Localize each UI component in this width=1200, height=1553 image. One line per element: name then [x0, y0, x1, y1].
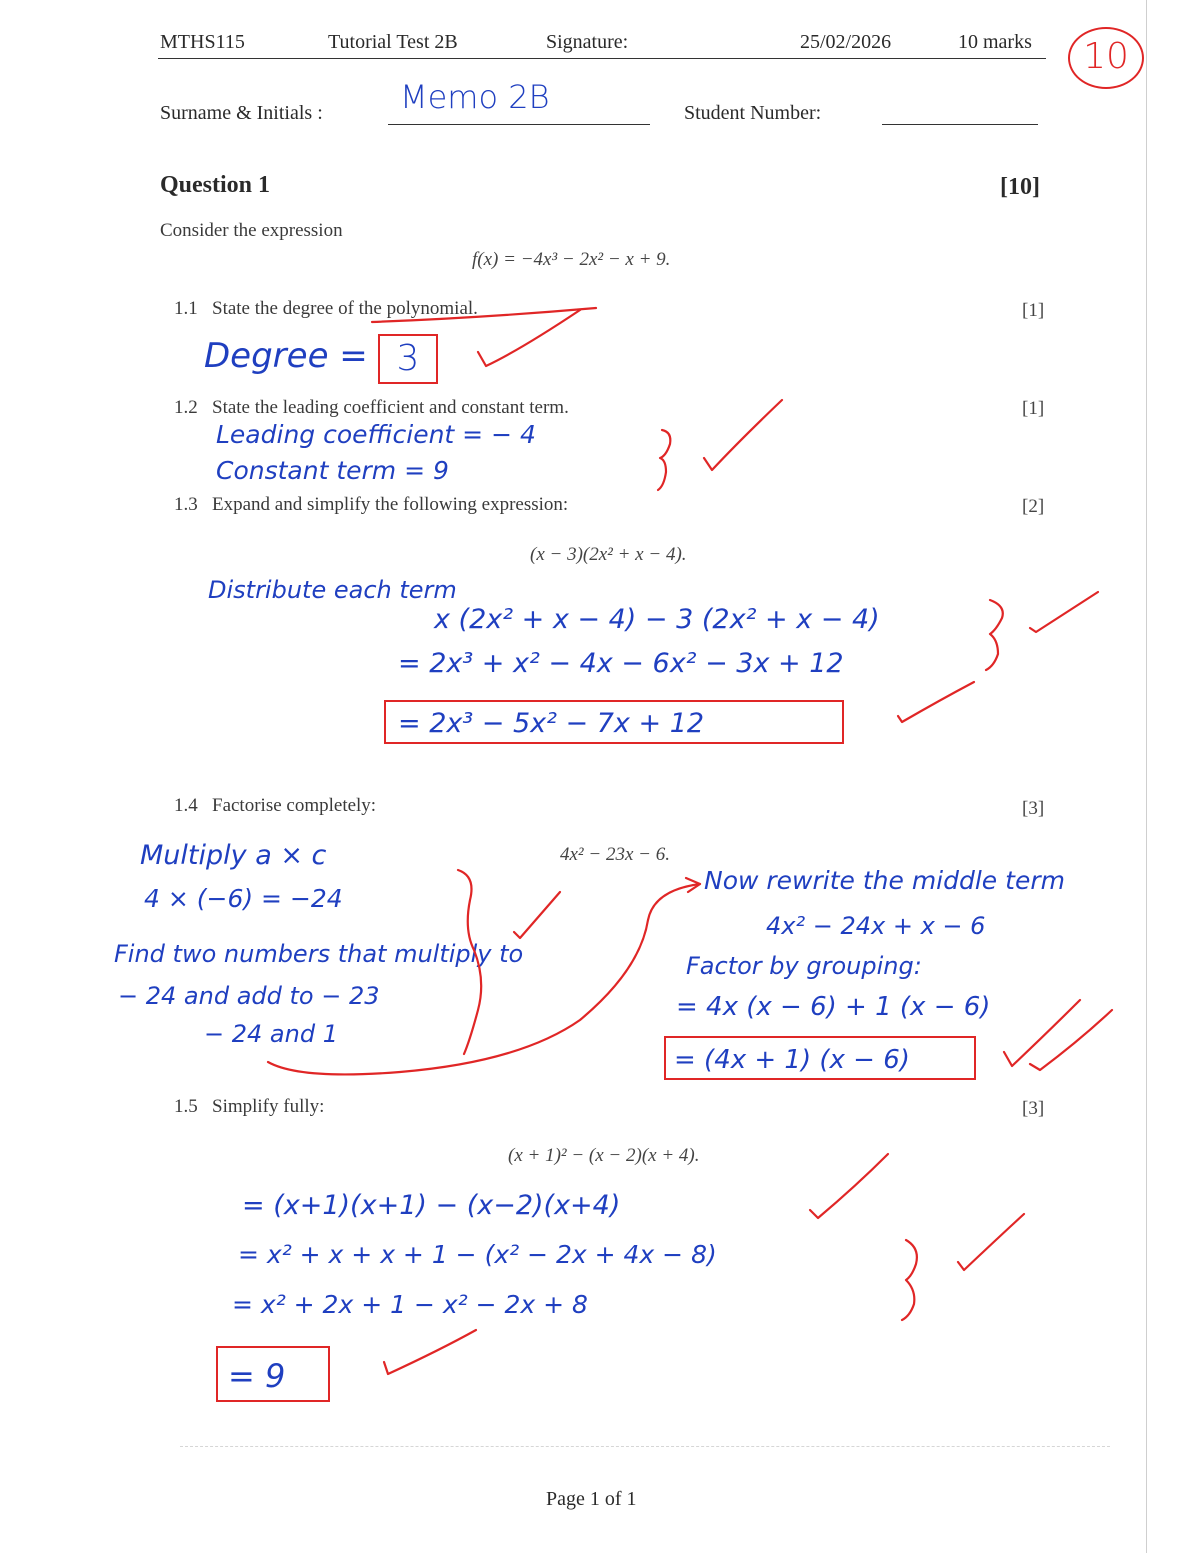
test-name: Tutorial Test 2B: [328, 31, 458, 53]
part-1-4-right-line-3: Factor by grouping:: [686, 952, 922, 980]
part-1-5-answer-final: = 9: [216, 1346, 330, 1402]
part-1-3-answer-line-1: Distribute each term: [208, 576, 457, 604]
part-1-1-number: 1.1: [174, 298, 198, 319]
signature-label: Signature:: [546, 31, 629, 53]
check-icon-1-5a: [810, 1154, 888, 1218]
part-1-4-left-line-2: 4 × (−6) = −24: [144, 884, 343, 913]
part-1-4-expression: 4x² − 23x − 6.: [560, 844, 670, 865]
part-1-4-right-line-2: 4x² − 24x + x − 6: [766, 912, 986, 940]
part-1-4-answer-final: = (4x + 1) (x − 6): [664, 1036, 976, 1080]
course-code: MTHS115: [160, 31, 245, 53]
check-icon-1-1: [478, 310, 580, 366]
part-1-5-expression: (x + 1)² − (x − 2)(x + 4).: [508, 1145, 700, 1166]
score-circle: 10: [1068, 27, 1144, 89]
student-number-label: Student Number:: [684, 102, 822, 124]
part-1-1-marks: [1]: [1022, 300, 1045, 321]
part-1-4-left-line-4: − 24 and add to − 23: [118, 982, 380, 1010]
check-icon-1-3a: [1030, 592, 1098, 632]
arrow-connector: [268, 884, 700, 1074]
part-1-5-marks: [3]: [1022, 1098, 1045, 1119]
part-1-5-answer-line-3: = x² + 2x + 1 − x² − 2x + 8: [232, 1290, 588, 1319]
part-1-2-prompt: State the leading coefficient and constant term.: [212, 397, 569, 418]
part-1-4-right-line-1: Now rewrite the middle term: [704, 866, 1065, 895]
part-1-4-number: 1.4: [174, 795, 198, 816]
total-marks: 10 marks: [958, 31, 1032, 53]
part-1-1-answer-label: Degree =: [204, 336, 368, 376]
part-1-3-answer-line-2: x (2x² + x − 4) − 3 (2x² + x − 4): [434, 604, 880, 635]
part-1-5-answer-line-1: = (x+1)(x+1) − (x−2)(x+4): [242, 1190, 621, 1221]
surname-value: Memo 2B: [400, 78, 550, 116]
part-1-1-answer-value: 3: [378, 334, 438, 384]
check-icon-1-4a: [514, 892, 560, 938]
part-1-4-left-line-3: Find two numbers that multiply to: [114, 940, 524, 968]
brace-1-3: [986, 600, 1003, 670]
check-icon-1-2: [704, 400, 782, 470]
part-1-4-right-line-4: = 4x (x − 6) + 1 (x − 6): [676, 992, 991, 1022]
check-icon-1-4b: [1004, 1000, 1112, 1070]
part-1-4-marks: [3]: [1022, 798, 1045, 819]
part-1-3-answer-final: = 2x³ − 5x² − 7x + 12: [384, 700, 844, 744]
brace-1-2: [658, 430, 670, 490]
brace-1-5: [902, 1240, 917, 1320]
brace-1-4: [458, 870, 481, 1054]
test-date: 25/02/2026: [800, 31, 892, 53]
surname-label: Surname & Initials :: [160, 102, 323, 124]
part-1-4-left-line-5: − 24 and 1: [204, 1020, 338, 1048]
part-1-2-number: 1.2: [174, 397, 198, 418]
part-1-3-answer-line-3: = 2x³ + x² − 4x − 6x² − 3x + 12: [398, 648, 844, 679]
page-number: Page 1 of 1: [546, 1488, 637, 1510]
check-icon-1-3b: [898, 682, 974, 722]
part-1-3-expression: (x − 3)(2x² + x − 4).: [530, 544, 687, 565]
part-1-2-answer-line-1: Leading coefficient = − 4: [216, 420, 536, 449]
part-1-2-answer-line-2: Constant term = 9: [216, 456, 449, 485]
part-1-4-prompt: Factorise completely:: [212, 795, 377, 816]
question-title: Question 1: [160, 172, 271, 198]
question-intro: Consider the expression: [160, 220, 343, 241]
check-icon-1-5c: [384, 1330, 476, 1374]
part-1-5-answer-line-2: = x² + x + x + 1 − (x² − 2x + 4x − 8): [238, 1240, 717, 1269]
part-1-4-left-line-1: Multiply a × c: [140, 840, 327, 871]
question-expression: f(x) = −4x³ − 2x² − x + 9.: [472, 249, 671, 270]
part-1-5-prompt: Simplify fully:: [212, 1096, 325, 1117]
part-1-3-number: 1.3: [174, 494, 198, 515]
part-1-5-number: 1.5: [174, 1096, 198, 1117]
part-1-3-marks: [2]: [1022, 496, 1045, 517]
underline-tick-1-1: [372, 308, 596, 322]
part-1-2-marks: [1]: [1022, 398, 1045, 419]
part-1-1-prompt: State the degree of the polynomial.: [212, 298, 478, 319]
question-marks: [10]: [1000, 174, 1040, 200]
check-icon-1-5b: [958, 1214, 1024, 1270]
part-1-3-prompt: Expand and simplify the following expression:: [212, 494, 569, 515]
